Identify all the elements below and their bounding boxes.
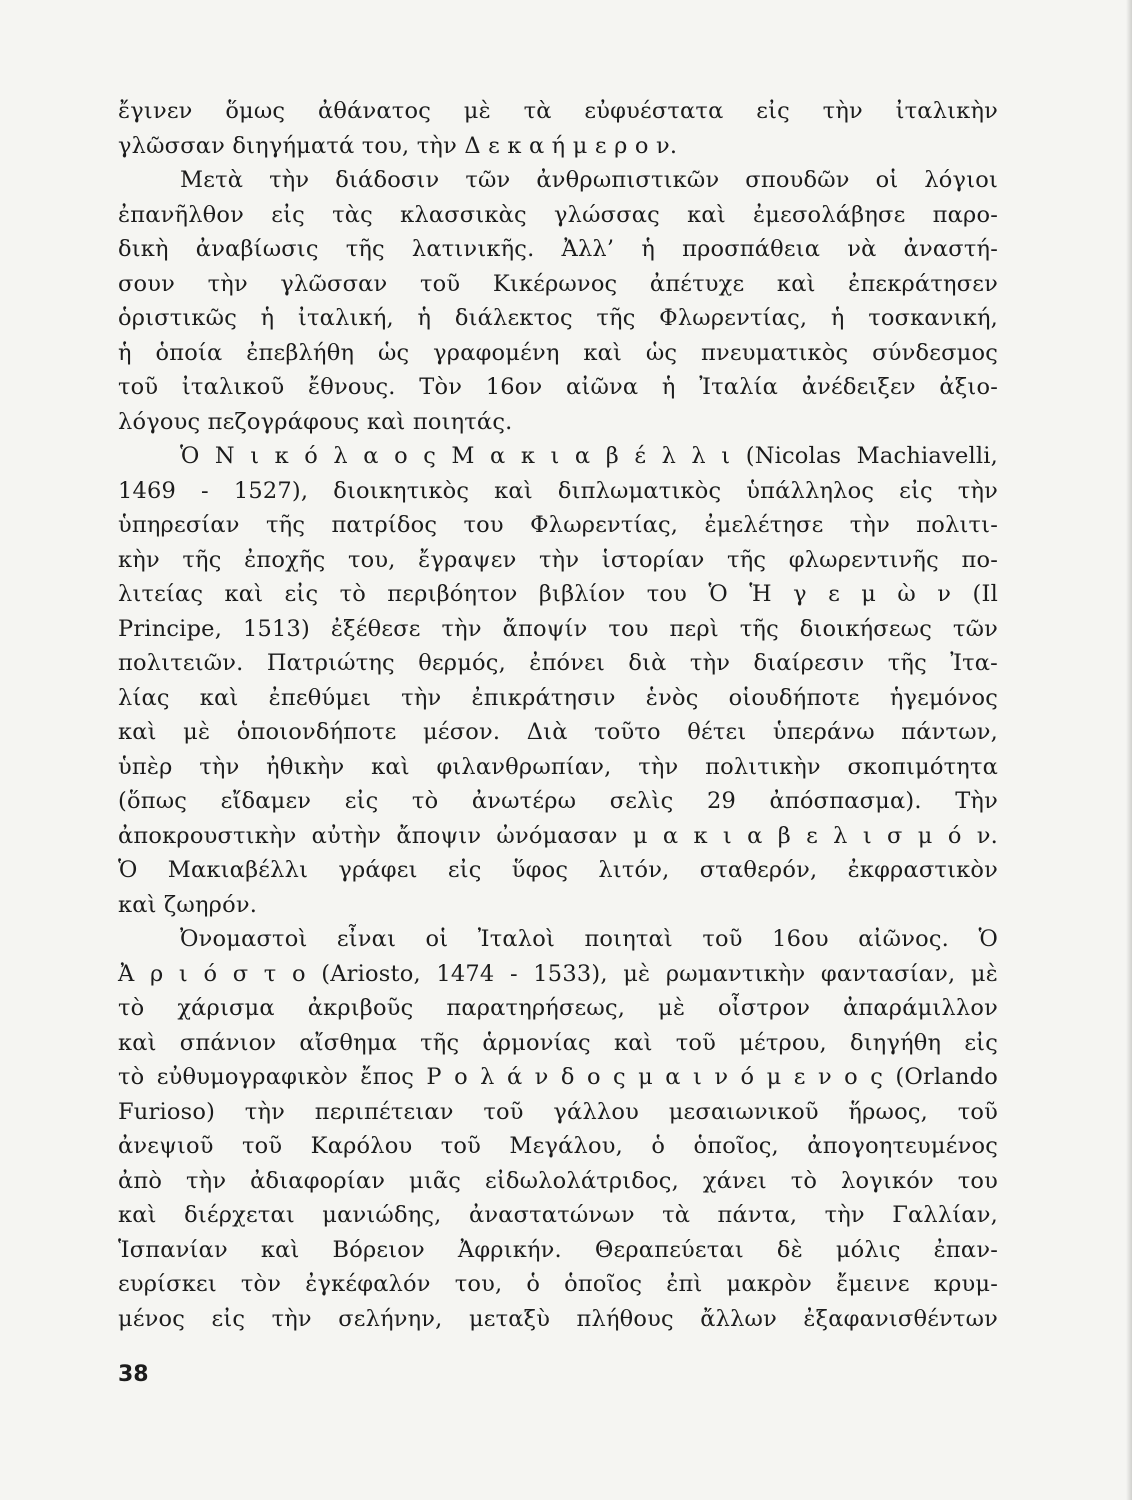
text-line: Ἀ ρ ι ό σ τ ο (Ariosto, 1474 - 1533), μὲ ρωμαντικὴν φαντασίαν, μὲ	[118, 960, 998, 987]
text-line: γλῶσσαν διηγήματά του, τὴν Δ ε κ α ή μ ε ρ ο ν.	[118, 132, 678, 159]
text-line: δικὴ ἀναβίωσις τῆς λατινικῆς. Ἀλλ’ ἡ προσπάθεια νὰ ἀναστή-	[118, 236, 998, 262]
page-number: 38	[118, 1362, 149, 1387]
text-line: λόγους πεζογράφους καὶ ποιητάς.	[118, 408, 513, 435]
text-line: Ὁ Μακιαβέλλι γράφει εἰς ὕφος λιτόν, σταθερόν, ἐκφραστικὸν	[118, 857, 998, 883]
text-line: κὴν τῆς ἐποχῆς του, ἔγραψεν τὴν ἱστορίαν τῆς φλωρεντινῆς πο-	[118, 546, 998, 573]
text-line: τοῦ ἰταλικοῦ ἔθνους. Τὸν 16ον αἰῶνα ἡ Ἰταλία ἀνέδειξεν ἀξιο-	[118, 374, 998, 400]
text-line: τὸ χάρισμα ἀκριβοῦς παρατηρήσεως, μὲ οἶστρον ἀπαράμιλλον	[118, 995, 998, 1021]
text-line: Principe, 1513) ἐξέθεσε τὴν ἄποψίν του περὶ τῆς διοικήσεως τῶν	[118, 615, 998, 642]
text-line: καὶ μὲ ὁποιονδήποτε μέσον. Διὰ τοῦτο θέτει ὑπεράνω πάντων,	[118, 719, 998, 745]
text-line: ὑπηρεσίαν τῆς πατρίδος του Φλωρεντίας, ἐμελέτησε τὴν πολιτι-	[118, 512, 998, 538]
text-line: Μετὰ τὴν διάδοσιν τῶν ἀνθρωπιστικῶν σπουδῶν οἱ λόγιοι	[180, 167, 998, 193]
text-line: λίας καὶ ἐπεθύμει τὴν ἐπικράτησιν ἑνὸς οἱουδήποτε ἡγεμόνος	[118, 684, 998, 711]
page-edge-shadow	[1126, 0, 1132, 1500]
text-line: ἡ ὁποία ἐπεβλήθη ὡς γραφομένη καὶ ὡς πνευματικὸς σύνδεσμος	[118, 339, 998, 366]
text-line: τὸ εὐθυμογραφικὸν ἔπος Ρ ο λ ά ν δ ο ς μ α ι ν ό μ ε ν ο ς (Orlando	[118, 1064, 998, 1090]
text-line: σουν τὴν γλῶσσαν τοῦ Κικέρωνος ἀπέτυχε καὶ ἐπεκράτησεν	[118, 270, 998, 297]
text-line: λιτείας καὶ εἰς τὸ περιβόητον βιβλίον του Ὁ Ἡ γ ε μ ὼ ν (Il	[118, 581, 998, 607]
text-line: ἀπὸ τὴν ἀδιαφορίαν μιᾶς εἰδωλολάτριδος, χάνει τὸ λογικόν του	[118, 1167, 998, 1194]
text-line: ἔγινεν ὅμως ἀθάνατος μὲ τὰ εὐφυέστατα εἰς τὴν ἰταλικὴν	[118, 98, 998, 124]
text-line: πολιτειῶν. Πατριώτης θερμός, ἐπόνει διὰ τὴν διαίρεσιν τῆς Ἰτα-	[118, 650, 998, 676]
text-line: Ἱσπανίαν καὶ Βόρειον Ἀφρικήν. Θεραπεύεται δὲ μόλις ἐπαν-	[118, 1236, 998, 1263]
text-line: ἐπανῆλθον εἰς τὰς κλασσικὰς γλώσσας καὶ ἐμεσολάβησε παρο-	[118, 201, 998, 228]
text-line: καὶ ζωηρόν.	[118, 891, 258, 918]
text-line: καὶ σπάνιον αἴσθημα τῆς ἁρμονίας καὶ τοῦ μέτρου, διηγήθη εἰς	[118, 1029, 998, 1056]
text-line: ὁριστικῶς ἡ ἰταλική, ἡ διάλεκτος τῆς Φλωρεντίας, ἡ τοσκανική,	[118, 305, 998, 331]
text-line: (ὅπως εἴδαμεν εἰς τὸ ἀνωτέρω σελὶς 29 ἀπόσπασμα). Τὴν	[118, 788, 998, 814]
text-line: ὑπὲρ τὴν ἠθικὴν καὶ φιλανθρωπίαν, τὴν πολιτικὴν σκοπιμότητα	[118, 753, 998, 780]
text-line: Ὁ Ν ι κ ό λ α ο ς Μ α κ ι α β έ λ λ ι (Nicolas Machiavelli,	[180, 443, 998, 469]
body-text	[118, 94, 998, 1336]
text-line: Ὀνομαστοὶ εἶναι οἱ Ἰταλοὶ ποιηταὶ τοῦ 16ου αἰῶνος. Ὁ	[180, 926, 998, 952]
text-line: ἀποκρουστικὴν αὐτὴν ἄποψιν ὠνόμασαν μ α κ ι α β ε λ ι σ μ ό ν.	[118, 822, 998, 849]
text-line: μένος εἰς τὴν σελήνην, μεταξὺ πλήθους ἄλλων ἐξαφανισθέντων	[118, 1305, 998, 1332]
text-line: ευρίσκει τὸν ἐγκέφαλόν του, ὁ ὁποῖος ἐπὶ μακρὸν ἔμεινε κρυμ-	[118, 1271, 998, 1297]
text-line: καὶ διέρχεται μανιώδης, ἀναστατώνων τὰ πάντα, τὴν Γαλλίαν,	[118, 1202, 998, 1228]
text-line: 1469 - 1527), διοικητικὸς καὶ διπλωματικὸς ὑπάλληλος εἰς τὴν	[118, 477, 998, 504]
text-line: Furioso) τὴν περιπέτειαν τοῦ γάλλου μεσαιωνικοῦ ἥρωος, τοῦ	[118, 1098, 998, 1125]
text-line: ἀνεψιοῦ τοῦ Καρόλου τοῦ Μεγάλου, ὁ ὁποῖος, ἀπογοητευμένος	[118, 1133, 998, 1159]
